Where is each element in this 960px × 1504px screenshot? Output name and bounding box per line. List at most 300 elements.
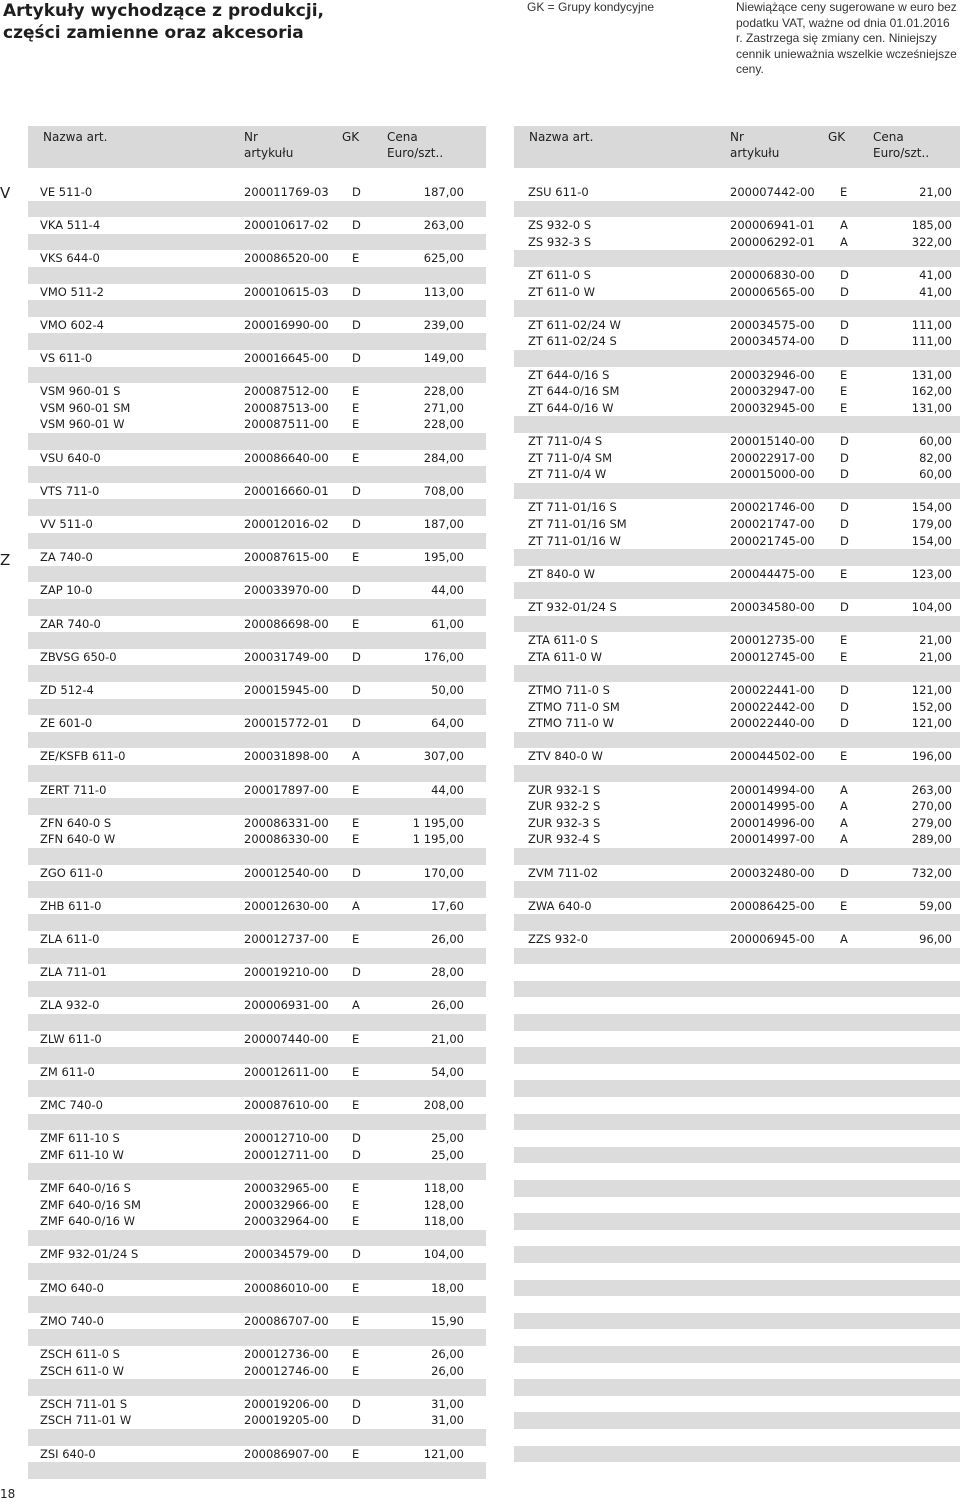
price: 149,00 [423,351,464,365]
empty-row [514,1280,960,1297]
article-name: ZSU 611-0 [528,185,589,199]
price: 25,00 [431,1131,464,1146]
condition-group: A [840,782,848,797]
price: 154,00 [911,500,952,515]
price: 31,00 [431,1413,464,1428]
article-name: ZE 601-0 [40,716,93,731]
condition-group: D [352,185,361,199]
article-number: 200012710-00 [244,1131,329,1146]
row-separator [28,234,486,251]
price: 170,00 [423,865,464,880]
condition-group: D [840,699,849,714]
price: 228,00 [423,384,464,399]
article-number: 200010617-02 [244,218,329,233]
row-separator [28,433,486,450]
condition-group: E [840,633,848,648]
table-row [28,1412,486,1429]
row-separator [514,848,960,865]
article-name: ZMF 932-01/24 S [40,1247,139,1262]
table-row [28,1446,486,1463]
empty-row [514,1412,960,1429]
table-row [28,284,486,301]
price: 187,00 [423,517,464,531]
table-row [28,383,486,400]
table-row [514,798,960,815]
row-separator [514,250,960,267]
article-number: 200034580-00 [730,600,815,614]
article-number: 200012745-00 [730,649,815,664]
table-row [514,931,960,948]
row-separator [28,732,486,749]
table-row [514,831,960,848]
article-number: 200032480-00 [730,865,815,880]
article-name: ZA 740-0 [40,550,93,565]
article-name: ZZS 932-0 [528,932,589,946]
price: 228,00 [423,417,464,432]
table-row [28,931,486,948]
row-separator [514,549,960,566]
condition-group: E [352,400,360,415]
condition-group: E [352,815,360,830]
row-separator [28,798,486,815]
article-name: ZT 611-02/24 W [528,317,621,332]
price: 26,00 [431,932,464,946]
row-separator [28,1047,486,1064]
price: 708,00 [423,483,464,498]
article-name: ZT 711-0/4 S [528,434,603,448]
page-title: Artykuły wychodzące z produkcji, części zamienne oraz akcesoria [3,1,324,43]
article-number: 200016645-00 [244,351,329,365]
article-number: 200087610-00 [244,1098,329,1112]
condition-group: D [352,583,361,598]
article-name: ZTV 840-0 W [528,749,603,764]
price: 118,00 [423,1181,464,1195]
header-price: Cena Euro/szt.. [873,130,930,160]
article-name: ZWA 640-0 [528,898,592,913]
price: 111,00 [911,334,952,349]
row-separator [28,201,486,218]
table-row [28,483,486,500]
article-name: VSM 960-01 W [40,417,125,432]
row-separator [28,1163,486,1180]
condition-group: D [352,218,361,233]
table-row [28,1130,486,1147]
article-number: 200032966-00 [244,1197,329,1212]
price: 60,00 [919,434,952,448]
article-number: 200014995-00 [730,799,815,814]
row-separator [514,350,960,367]
article-number: 200034579-00 [244,1247,329,1262]
condition-group: E [352,1347,360,1361]
row-separator [28,300,486,317]
table-row [514,566,960,583]
empty-row [514,1014,960,1031]
empty-row [514,1446,960,1463]
row-separator [514,732,960,749]
article-number: 200031749-00 [244,649,329,664]
condition-group: E [352,782,360,797]
price: 123,00 [911,566,952,581]
row-separator [28,765,486,782]
header-gk: GK [342,130,360,144]
price: 61,00 [431,616,464,631]
article-name: ZVM 711-02 [528,865,599,880]
table-row [514,383,960,400]
table-row [514,433,960,450]
price: 121,00 [423,1446,464,1461]
table-row [514,599,960,616]
row-separator [28,367,486,384]
article-number: 200086010-00 [244,1280,329,1295]
table-row [514,898,960,915]
article-name: ZT 711-0/4 SM [528,450,613,465]
table-row [28,649,486,666]
price: 263,00 [911,782,952,797]
condition-group: D [352,965,361,980]
table-row [28,217,486,234]
article-name: ZT 711-01/16 S [528,500,617,515]
article-number: 200019210-00 [244,965,329,980]
article-number: 200086907-00 [244,1446,329,1461]
condition-group: D [840,533,849,548]
article-number: 200014997-00 [730,832,815,847]
article-number: 200006830-00 [730,268,815,282]
table-row [28,997,486,1014]
header-name: Nazwa art. [529,130,594,144]
article-number: 200006292-01 [730,234,815,249]
article-number: 200086698-00 [244,616,329,631]
price: 289,00 [911,832,952,847]
table-row [514,533,960,550]
table-row [28,1097,486,1114]
table-row [514,234,960,251]
condition-group: A [352,898,360,913]
empty-row [514,1180,960,1197]
article-name: ZT 711-0/4 W [528,467,607,482]
row-separator [28,1379,486,1396]
table-row [28,1147,486,1164]
condition-group: E [352,1031,360,1046]
condition-group: D [352,1413,361,1428]
table-row [28,416,486,433]
article-name: ZT 611-02/24 S [528,334,617,349]
article-number: 200012540-00 [244,865,329,880]
article-name: ZT 644-0/16 SM [528,384,620,399]
article-number: 200007442-00 [730,185,815,199]
condition-group: D [352,649,361,664]
article-number: 200015140-00 [730,434,815,448]
table-row [514,748,960,765]
table-row [514,333,960,350]
article-number: 200016660-01 [244,483,329,498]
condition-group: D [352,1396,361,1411]
article-number: 200022917-00 [730,450,815,465]
price: 26,00 [431,998,464,1013]
row-separator [28,632,486,649]
price: 104,00 [423,1247,464,1262]
price: 121,00 [911,683,952,697]
empty-row [514,1213,960,1230]
article-number: 200022441-00 [730,683,815,697]
row-separator [28,499,486,516]
article-name: ZT 932-01/24 S [528,600,617,614]
row-separator [28,981,486,998]
table-row [28,748,486,765]
article-number: 200014994-00 [730,782,815,797]
condition-group: D [352,1131,361,1146]
article-name: ZMF 611-10 W [40,1147,124,1162]
row-separator [28,881,486,898]
table-row [514,499,960,516]
article-number: 200034574-00 [730,334,815,349]
price: 113,00 [423,284,464,299]
table-row [514,284,960,301]
row-separator [28,1263,486,1280]
condition-group: A [840,832,848,847]
article-name: ZFN 640-0 W [40,832,116,847]
table-row [28,400,486,417]
article-name: ZSCH 611-0 W [40,1363,124,1378]
condition-group: A [840,234,848,249]
article-number: 200087615-00 [244,550,329,565]
condition-group: E [352,1098,360,1112]
article-number: 200012630-00 [244,898,329,913]
article-name: ZS 932-3 S [528,234,592,249]
price: 15,90 [431,1313,464,1328]
article-name: VSU 640-0 [40,450,101,465]
article-number: 200031898-00 [244,749,329,764]
condition-group: D [352,683,361,697]
article-number: 200012736-00 [244,1347,329,1361]
condition-group: E [352,384,360,399]
empty-row [514,981,960,998]
article-name: ZT 611-0 S [528,268,591,282]
row-separator [28,665,486,682]
table-row [28,1396,486,1413]
article-number: 200010615-03 [244,284,329,299]
price: 131,00 [911,367,952,382]
table-row [28,1313,486,1330]
price: 41,00 [919,268,952,282]
article-name: ZT 840-0 W [528,566,596,581]
empty-row [514,1246,960,1263]
article-number: 200033970-00 [244,583,329,598]
condition-group: D [352,1147,361,1162]
row-separator [28,1329,486,1346]
row-separator [514,616,960,633]
price: 196,00 [911,749,952,764]
table-row [514,715,960,732]
price: 121,00 [911,716,952,731]
condition-group: D [840,865,849,880]
condition-group: E [352,251,360,266]
article-name: ZMF 640-0/16 SM [40,1197,141,1212]
table-row [28,582,486,599]
article-number: 200087512-00 [244,384,329,399]
table-row [514,450,960,467]
condition-group: D [352,865,361,880]
article-number: 200034575-00 [730,317,815,332]
table-row [514,184,960,201]
article-number: 200014996-00 [730,815,815,830]
condition-group: D [840,268,849,282]
row-separator [28,1080,486,1097]
header-price: Cena Euro/szt.. [387,130,444,160]
table-row [28,184,486,201]
table-row [514,267,960,284]
table-row [514,699,960,716]
price: 17,60 [431,898,464,913]
article-name: VMO 511-2 [40,284,104,299]
table-row [28,831,486,848]
price: 179,00 [911,517,952,531]
condition-group: E [840,400,848,415]
price: 732,00 [911,865,952,880]
table-row [28,516,486,533]
table-row [28,815,486,832]
article-name: VSM 960-01 S [40,384,121,399]
table-row [28,350,486,367]
condition-group: D [840,467,849,482]
table-row [28,898,486,915]
price: 263,00 [423,218,464,233]
row-separator [28,1114,486,1131]
article-number: 200007440-00 [244,1031,329,1046]
article-name: ZFN 640-0 S [40,815,112,830]
table-row [514,466,960,483]
header-nr: Nr artykułu [244,130,294,160]
article-number: 200015772-01 [244,716,329,731]
article-name: ZMO 740-0 [40,1313,104,1328]
article-number: 200032965-00 [244,1181,329,1195]
row-separator [514,416,960,433]
condition-group: A [840,932,848,946]
article-name: VV 511-0 [40,517,93,531]
row-separator [28,848,486,865]
price: 82,00 [919,450,952,465]
condition-group: D [840,334,849,349]
price: 111,00 [911,317,952,332]
article-name: VKA 511-4 [40,218,101,233]
price: 21,00 [919,185,952,199]
article-number: 200017897-00 [244,782,329,797]
article-number: 200086330-00 [244,832,329,847]
article-name: ZERT 711-0 [40,782,107,797]
condition-group: E [840,185,848,199]
article-number: 200012016-02 [244,517,329,531]
condition-group: E [840,566,848,581]
article-name: ZLA 932-0 [40,998,100,1013]
table-row [28,1280,486,1297]
condition-group: E [352,1197,360,1212]
price: 41,00 [919,284,952,299]
condition-group: D [352,517,361,531]
row-separator [28,1014,486,1031]
article-number: 200016990-00 [244,317,329,332]
condition-group: A [840,815,848,830]
table-row [514,317,960,334]
row-separator [28,267,486,284]
row-separator [514,300,960,317]
condition-group: D [840,317,849,332]
row-separator [28,948,486,965]
condition-group: D [352,317,361,332]
article-name: ZSI 640-0 [40,1446,96,1461]
empty-row [514,1313,960,1330]
article-name: ZMC 740-0 [40,1098,103,1112]
condition-group: D [352,284,361,299]
table-row [28,1246,486,1263]
condition-group: E [352,1214,360,1229]
table-row [514,815,960,832]
article-number: 200086520-00 [244,251,329,266]
row-separator [28,1462,486,1479]
table-row [28,317,486,334]
table-row [514,682,960,699]
condition-group: E [840,384,848,399]
price: 152,00 [911,699,952,714]
table-row [28,964,486,981]
row-separator [28,566,486,583]
price: 162,00 [911,384,952,399]
article-name: ZUR 932-1 S [528,782,601,797]
price: 271,00 [423,400,464,415]
article-number: 200032964-00 [244,1214,329,1229]
price: 176,00 [423,649,464,664]
price-notice: Niewiążące ceny sugerowane w euro bez podatku VAT, ważne od dnia 01.01.2016 r. Zastrzega się zmiany cen. Niniejszy cennik unieważnia wszelkie wcześniejsze ceny. [736,0,957,76]
price: 270,00 [911,799,952,814]
condition-group: E [352,417,360,432]
table-row [514,865,960,882]
article-name: ZT 644-0/16 W [528,400,614,415]
table-row [514,649,960,666]
row-separator [28,699,486,716]
article-number: 200044502-00 [730,749,815,764]
header-nr: Nr artykułu [730,130,780,160]
article-name: ZAR 740-0 [40,616,101,631]
table-row [514,782,960,799]
condition-group: A [840,799,848,814]
price: 185,00 [911,218,952,233]
article-name: ZHB 611-0 [40,898,102,913]
article-name: ZT 644-0/16 S [528,367,610,382]
price: 208,00 [423,1098,464,1112]
table-row [28,549,486,566]
price: 44,00 [431,583,464,598]
article-name: VE 511-0 [40,185,93,199]
condition-group: A [352,749,360,764]
condition-group: D [840,600,849,614]
article-number: 200012737-00 [244,932,329,946]
table-row [514,217,960,234]
article-name: ZTMO 711-0 S [528,683,610,697]
article-name: ZMF 640-0/16 S [40,1181,131,1195]
empty-row [514,1379,960,1396]
price: 31,00 [431,1396,464,1411]
row-separator [28,1230,486,1247]
article-number: 200012711-00 [244,1147,329,1162]
condition-group: D [840,450,849,465]
article-number: 200019206-00 [244,1396,329,1411]
empty-row [514,1114,960,1131]
article-name: ZT 711-01/16 W [528,533,621,548]
row-separator [514,765,960,782]
article-name: ZLA 611-0 [40,932,100,946]
article-number: 200012735-00 [730,633,815,648]
condition-group: E [352,1064,360,1079]
row-separator [514,483,960,500]
article-name: ZBVSG 650-0 [40,649,117,664]
